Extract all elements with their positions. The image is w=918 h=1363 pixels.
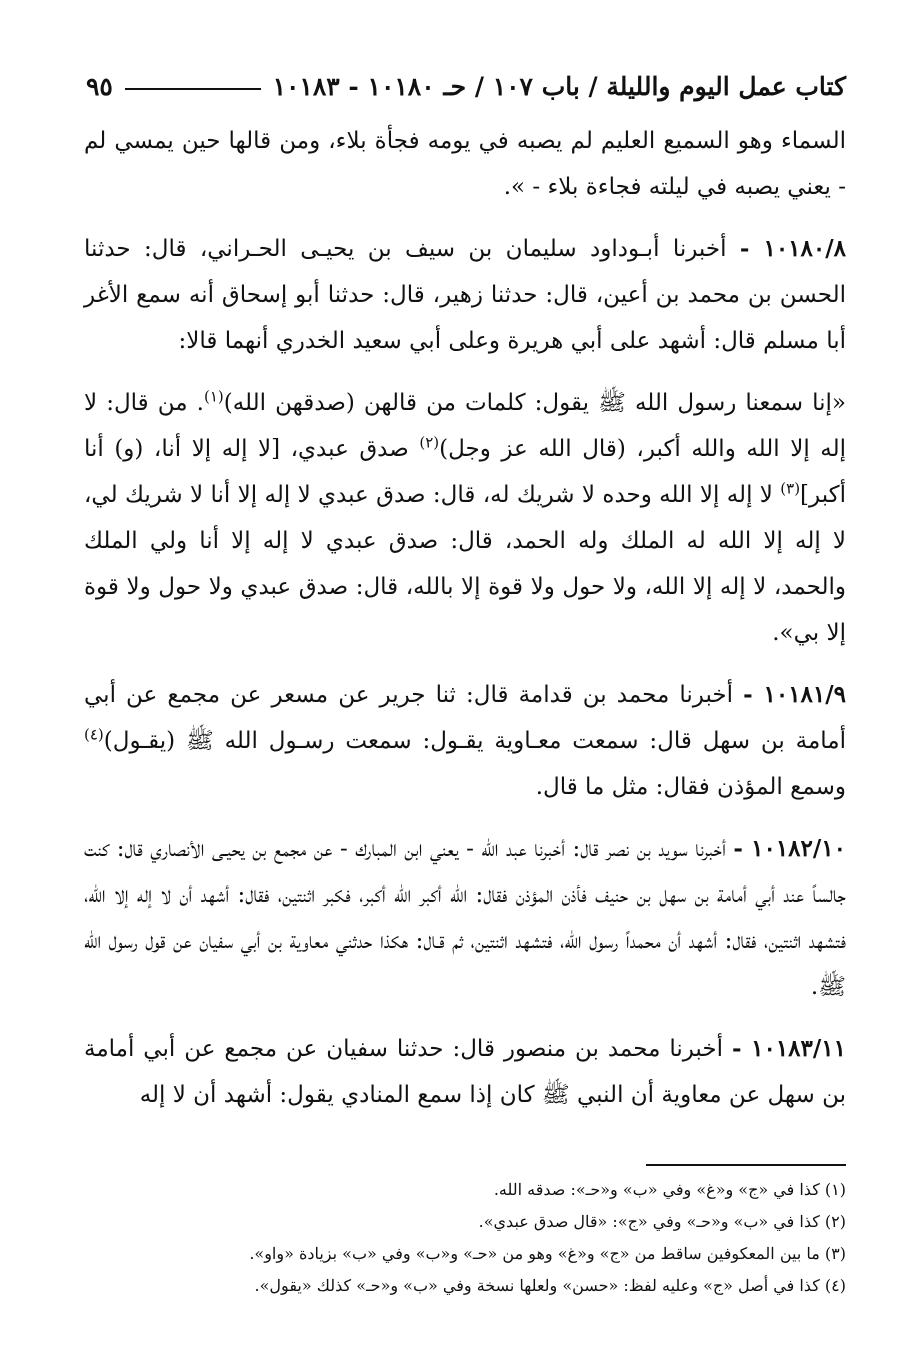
hadith-number: ١٠١٨٢/١٠ - — [733, 835, 846, 862]
paragraph-text: «إنا سمعنا رسول الله ﷺ يقول: كلمات من قالهن (صدقهن الله) — [223, 390, 846, 416]
footnote-separator — [646, 1164, 846, 1166]
footnote-marker[interactable]: (١) — [203, 387, 224, 406]
hadith-number: ١٠١٨٠/٨ - — [739, 235, 846, 262]
running-title: كتاب عمل اليوم والليلة / باب ١٠٧ / حـ ١٠١٨٠ - ١٠١٨٣ — [272, 71, 846, 101]
paragraph-text: أخبرنا سويد بن نصر قال: أخبرنا عبد الله - يعني ابن المبارك - عن مجمع بن يحيـى الأنصاري قال: كنت جالساً عند أبي أمامة بن سهل بن حنيف فأذن المؤذن فقال: الله أكبر الله أكبر، فكبر اثنتين، فقال: أشهد أن لا إله إلا الله، فتشهد اثنتين، فقال: أشهد أن محمداً رسول الله، فتشهد اثنتين، ثم قـال: هكذا حدثني معاوية بن أبي سفيان عن قول رسول الله ﷺ. — [84, 836, 846, 1000]
page-number: ٩٥ — [86, 71, 113, 101]
footnote-marker[interactable]: (٣) — [780, 479, 801, 498]
footnote-marker[interactable]: (٢) — [419, 433, 440, 452]
footnote: (٢) كذا في «ب» و«حـ» وفي «ج»: «قال صدق عبدي». — [478, 1212, 846, 1231]
header-rule — [125, 88, 261, 90]
paragraph-text: أخبرنا محمد بن قدامة قال: ثنا جرير عن مسعر عن مجمع عن أبي أمامة بن سهل قال: سمعت معـاوية يقـول: سمعت رسـول الله ﷺ (يقـول) — [84, 682, 846, 754]
footnote: (٤) كذا في أصل «ج» وعليه لفظ: «حسن» ولعلها نسخة وفي «ب» و«حـ» كذلك «يقول». — [254, 1276, 846, 1295]
hadith-paragraph — [84, 1026, 846, 1118]
footnotes — [84, 1174, 846, 1302]
body-text — [84, 118, 846, 1134]
hadith-number: ١٠١٨١/٩ - — [743, 681, 847, 708]
hadith-paragraph — [84, 826, 846, 1010]
footnote: (٣) ما بين المعكوفين ساقط من «ج» و«غ» وهو من «حـ» و«ب» وفي «ب» بزيادة «واو». — [249, 1244, 846, 1263]
hadith-paragraph — [84, 226, 846, 364]
paragraph-text: أخبرنا أبـوداود سليمان بن سيف بن يحيـى الحـراني، قال: حدثنا الحسن بن محمد بن أعين، قال: حدثنا زهير، قال: حدثنا أبو إسحاق أنه سمع الأغر أبا مسلم قال: أشهد على أبي هريرة وعلى أبي سعيد الخدري أنهما قالا: — [84, 236, 846, 354]
hadith-paragraph — [84, 380, 846, 656]
hadith-paragraph — [84, 672, 846, 810]
paragraph-text: لا إله إلا الله وحده لا شريك له، قال: صدق عبدي لا إله إلا أنا لا شريك لي، لا إله إلا الله له الملك وله الحمد، قال: صدق عبدي لا إله إلا أنا ولي الملك والحمد، لا إله إلا الله، ولا حول ولا قوة إلا بالله، قال: صدق عبدي ولا حول ولا قوة إلا بي». — [84, 482, 846, 646]
footnote-marker[interactable]: (٤) — [84, 725, 104, 744]
page-header — [86, 64, 846, 108]
paragraph-text: صدق عبدي، [لا إله إلا أنا، (و) أنا أكبر] — [84, 436, 846, 508]
paragraph-text: أخبرنا محمد بن منصور قال: حدثنا سفيان عن مجمع عن أبي أمامة بن سهل عن معاوية أن النبي ﷺ كان إذا سمع المنادي يقول: أشهد أن لا إله — [84, 1036, 846, 1108]
paragraph-text: السماء وهو السميع العليم لم يصبه في يومه فجأة بلاء، ومن قالها حين يمسي لم - يعني يصبه في ليلته فجاءة بلاء - ». — [84, 128, 846, 200]
hadith-number: ١٠١٨٣/١١ - — [731, 1035, 846, 1062]
paragraph-text: . من قال: لا إله إلا الله والله أكبر، (قال الله عز وجل) — [84, 390, 846, 462]
hadith-paragraph — [84, 118, 846, 210]
paragraph-text: وسمع المؤذن فقال: مثل ما قال. — [535, 774, 846, 800]
footnote: (١) كذا في «ج» و«غ» وفي «ب» و«حـ»: صدقه الله. — [493, 1180, 846, 1199]
